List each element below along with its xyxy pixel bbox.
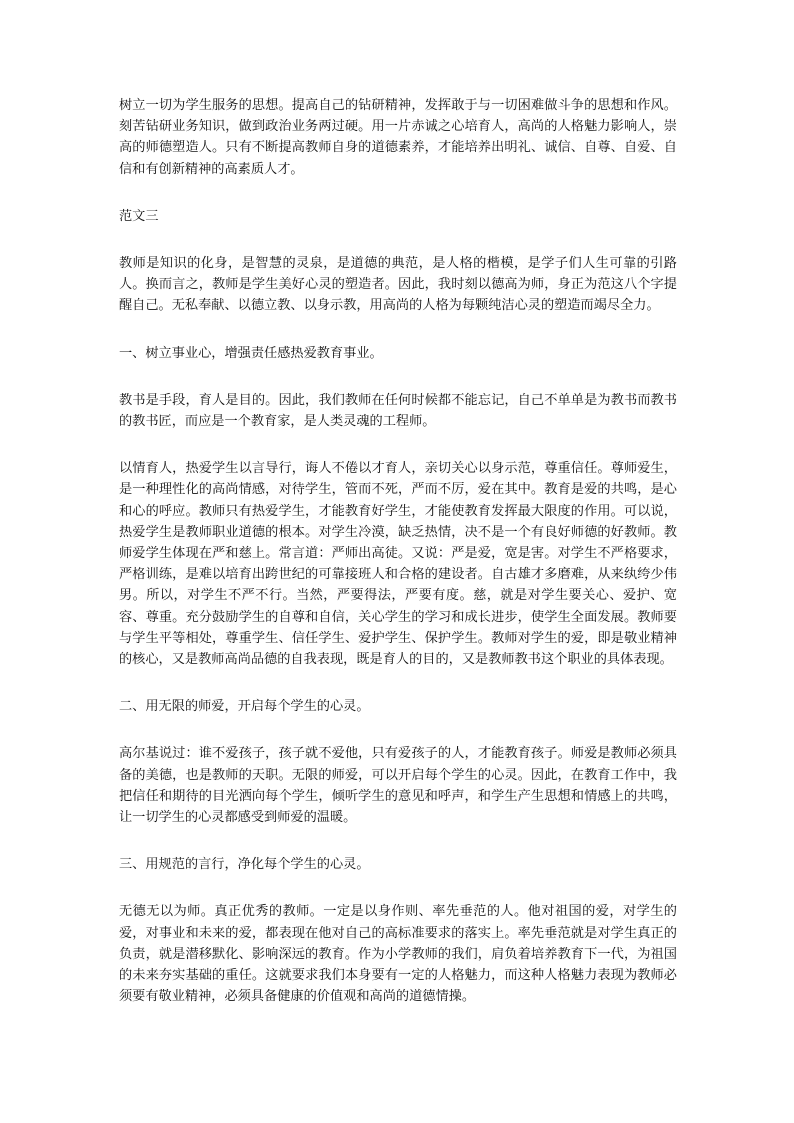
paragraph-5: 高尔基说过：谁不爱孩子，孩子就不爱他，只有爱孩子的人，才能教育孩子。师爱是教师必须具备的美德，也是教师的天职。无限的师爱，可以开启每个学生的心灵。因此，在教育工作中，我把信任和期待的目光洒向每个学生，倾听学生的意见和呼声，和学生产生思想和情感上的共鸣，让一切学生的心灵都感受到师爱的温暖。 (119, 746, 677, 826)
paragraph-3: 教书是手段，育人是目的。因此，我们教师在任何时候都不能忘记，自己不单单是为教书而教书的教书匠，而应是一个教育家，是人类灵魂的工程师。 (119, 392, 677, 430)
section-heading-2: 二、用无限的师爱，开启每个学生的心灵。 (119, 699, 370, 715)
section-heading-3: 三、用规范的言行，净化每个学生的心灵。 (119, 857, 370, 873)
document-body (119, 95, 677, 1034)
paragraph-1: 树立一切为学生服务的思想。提高自己的钻研精神，发挥敢于与一切困难做斗争的思想和作风。刻苦钻研业务知识，做到政治业务两过硬。用一片赤诚之心培育人，高尚的人格魅力影响人，崇高的师德塑造人。只有不断提高教师自身的道德素养，才能培养出明礼、诚信、自尊、自爱、自信和有创新精神的高素质人才。 (119, 98, 677, 177)
section-heading-1: 一、树立事业心，增强责任感热爱教育事业。 (119, 345, 383, 361)
paragraph-6: 无德无以为师。真正优秀的教师。一定是以身作则、率先垂范的人。他对祖国的爱，对学生的爱，对事业和未来的爱，都表现在他对自己的高标准要求的落实上。率先垂范就是对学生真正的负责，就是潜移默化、影响深远的教育。作为小学教师的我们，肩负着培养教育下一代，为祖国的未来夯实基础的重任。这就要求我们本身要有一定的人格魅力，而这种人格魅力表现为教师必须要有敬业精神，必须具备健康的价值观和高尚的道德情操。 (119, 904, 677, 1005)
section-heading-fanwen-3: 范文三 (119, 208, 159, 224)
paragraph-2: 教师是知识的化身，是智慧的灵泉，是道德的典范，是人格的楷模，是学子们人生可靠的引路人。换而言之，教师是学生美好心灵的塑造者。因此，我时刻以德高为师，身正为范这八个字提醒自己。无私奉献、以德立教、以身示教，用高尚的人格为每颗纯洁心灵的塑造而竭尽全力。 (119, 256, 677, 314)
paragraph-4: 以情育人，热爱学生以言导行，诲人不倦以才育人，亲切关心以身示范，尊重信任。尊师爱生，是一种理性化的高尚情感，对待学生，管而不死，严而不厉，爱在其中。教育是爱的共鸣，是心和心的呼应。教师只有热爱学生，才能教育好学生，才能使教育发挥最大限度的作用。可以说，热爱学生是教师职业道德的根本。对学生冷漠，缺乏热情，决不是一个有良好师德的好教师。教师爱学生体现在严和慈上。常言道：严师出高徒。又说：严是爱，宽是害。对学生不严格要求，严格训练，是难以培育出跨世纪的可靠接班人和合格的建设者。自古雄才多磨难，从来纨绔少伟男。所以，对学生不严不行。当然，严要得法，严要有度。慈，就是对学生要关心、爱护、宽容、尊重。充分鼓励学生的自尊和自信，关心学生的学习和成长进步，使学生全面发展。教师要与学生平等相处，尊重学生、信任学生、爱护学生、保护学生。教师对学生的爱，即是敬业精神的核心，又是教师高尚品德的自我表现，既是育人的目的，又是教师教书这个职业的具体表现。 (119, 461, 677, 668)
